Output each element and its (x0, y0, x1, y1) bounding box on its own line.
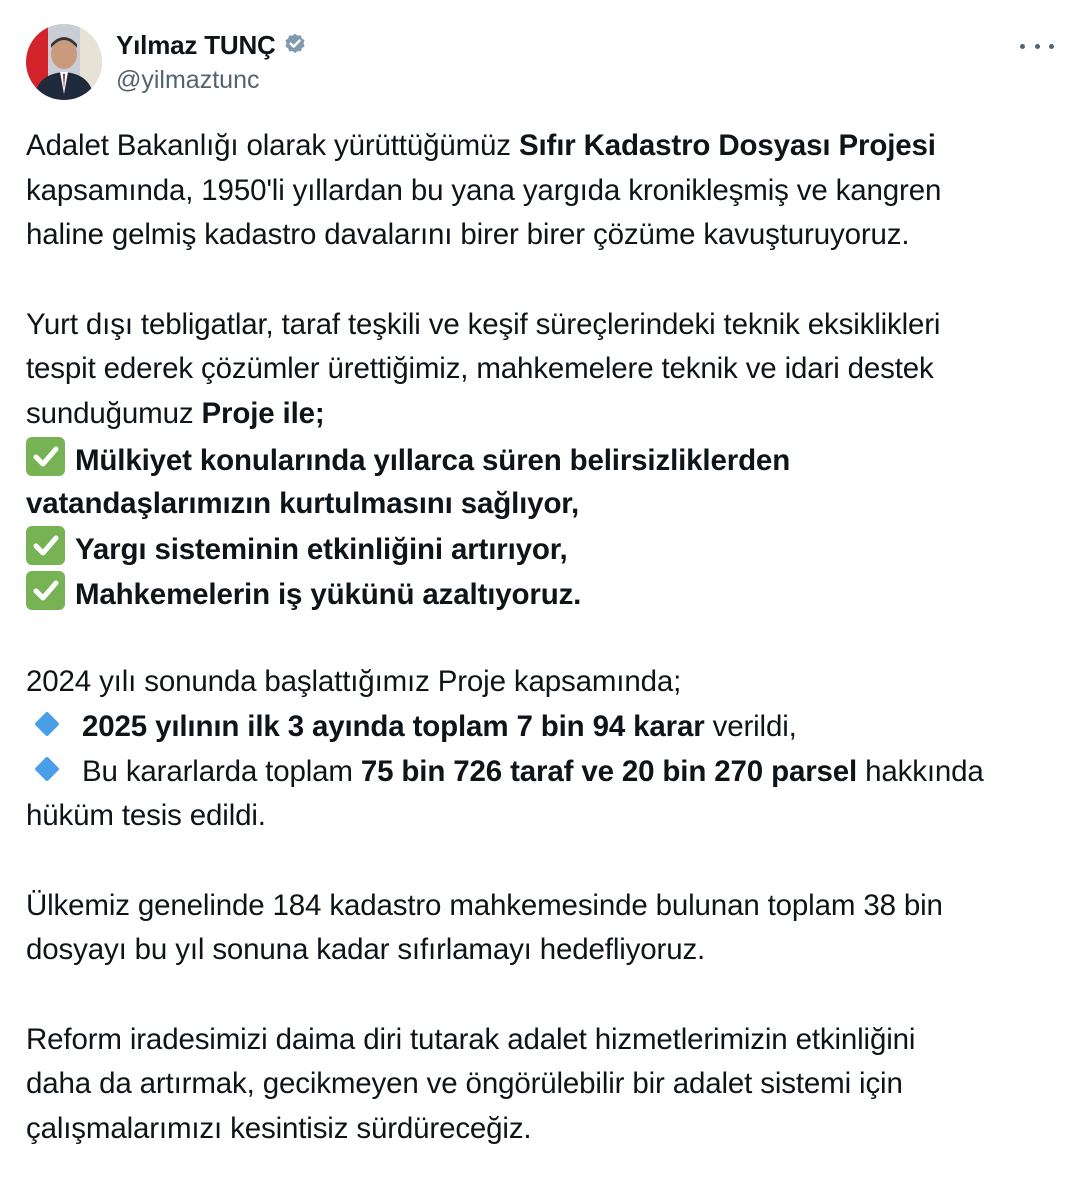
text-line (26, 124, 1076, 169)
author-handle[interactable]: @yilmaztunc (116, 66, 260, 94)
display-name-row (116, 28, 308, 62)
bold-text-run: vatandaşlarımızın kurtulmasını sağlıyor, (26, 486, 580, 520)
check-item (26, 437, 1076, 482)
verified-badge-icon[interactable] (282, 32, 308, 58)
text-run: hakkında (857, 754, 984, 788)
tweet-header (26, 24, 1060, 104)
bold-text-run: 2025 yılının ilk 3 ayında toplam 7 bin 94 karar (82, 709, 705, 743)
text-line: tespit ederek çözümler ürettiğimiz, mahkemelere teknik ve idari destek (26, 352, 934, 386)
bold-text-run: Yargı sisteminin etkinliğini artırıyor, (75, 533, 568, 567)
text-run: verildi, (704, 709, 797, 743)
check-item (26, 526, 1076, 571)
text-line: hüküm tesis edildi. (26, 799, 266, 833)
text-line: çalışmalarımızı kesintisiz sürdüreceğiz. (26, 1112, 532, 1146)
text-line: Yurt dışı tebligatlar, taraf teşkili ve keşif süreçlerindeki teknik eksiklikleri (26, 307, 941, 341)
text-run: Bu kararlarda toplam (82, 754, 361, 788)
check-mark-icon (26, 526, 65, 565)
bold-text-run: Sıfır Kadastro Dosyası Projesi (518, 129, 936, 162)
text-run: sunduğumuz (26, 397, 202, 431)
bold-text-run: 75 bin 726 taraf ve 20 bin 270 parsel (360, 754, 858, 788)
blue-diamond-icon (34, 756, 59, 781)
bullet-item (26, 705, 1076, 750)
display-name[interactable]: Yılmaz TUNÇ (116, 29, 276, 60)
tweet-text (26, 124, 1076, 1152)
text-line: dosyayı bu yıl sonuna kadar sıfırlamayı hedefliyoruz. (26, 933, 706, 967)
check-mark-icon (26, 571, 65, 610)
more-options-icon[interactable] (1020, 34, 1054, 58)
avatar-image (26, 24, 102, 100)
blue-diamond-icon (34, 711, 59, 736)
bold-text-run: Mahkemelerin iş yükünü azaltıyoruz. (75, 577, 582, 611)
bullet-item (26, 750, 1076, 795)
text-line: daha da artırmak, gecikmeyen ve öngörülebilir bir adalet sistemi için (26, 1067, 903, 1101)
text-line: Reform iradesimizi daima diri tutarak adalet hizmetlerimizin etkinliğini (26, 1022, 916, 1056)
text-line: 2024 yılı sonunda başlattığımız Proje kapsamında; (26, 665, 682, 699)
check-item (26, 571, 1076, 616)
text-line: kapsamında, 1950'li yıllardan bu yana yargıda kronikleşmiş ve kangren (26, 173, 942, 207)
text-line (26, 392, 1076, 437)
check-mark-icon (26, 437, 65, 476)
text-run: Adalet Bakanlığı olarak yürüttüğümüz (26, 129, 519, 162)
text-line: haline gelmiş kadastro davalarını birer birer çözüme kavuşturuyoruz. (26, 218, 910, 252)
text-line: Ülkemiz genelinde 184 kadastro mahkemesinde bulunan toplam 38 bin (26, 888, 943, 922)
avatar[interactable] (26, 24, 102, 100)
bold-text-run: Mülkiyet konularında yıllarca süren belirsizliklerden (75, 443, 791, 477)
bold-text-run: Proje ile; (201, 397, 325, 431)
author-identity (116, 28, 308, 95)
text-line (26, 482, 1076, 527)
